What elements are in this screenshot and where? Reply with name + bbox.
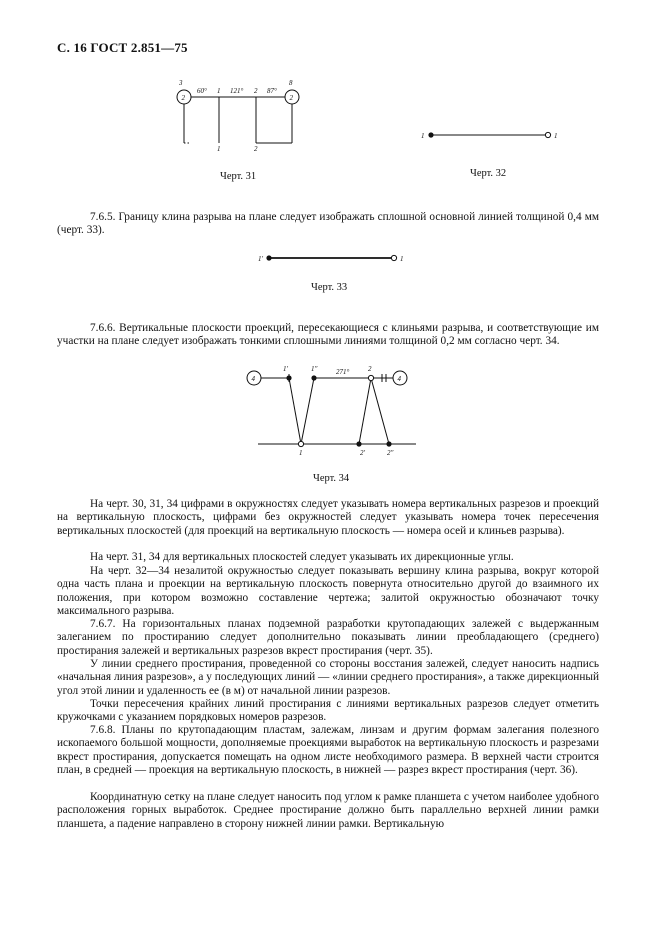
fig31-label-bottom1: 1 xyxy=(217,145,221,153)
fig34-label-bottom2a: 2′ xyxy=(360,449,366,457)
paragraph-7-6-5: 7.6.5. Границу клина разрыва на плане следует изображать сплошной основной линией толщиной 0,4 мм (черт. 33). xyxy=(57,211,599,237)
figure-31-diagram xyxy=(170,76,310,156)
figure-33-caption: Черт. 33 xyxy=(311,282,348,293)
fig31-label-left-top: 3 xyxy=(179,79,183,87)
figure-34-caption: Черт. 34 xyxy=(313,473,350,484)
paragraph-open-circle: На черт. 32—34 незалитой окружностью следует показывать вершину клина разрыва, вокруг которой одна часть плана и проекции на вертикальную плоскость повернута относительно другой до взаимного их положения, при котором возможно составление чертежа; залитой окружностью обозначают точку максимального разрыва. xyxy=(57,565,599,617)
figure-31-caption: Черт. 31 xyxy=(220,171,257,182)
paragraph-circles-numbers: На черт. 30, 31, 34 цифрами в окружностях следует указывать номера вертикальных разрезов и проекций на вертикальную плоскость, цифрами без окружностей следует указывать номера точек пересечения вертикальных плоскостей (для проекций на вертикальную плоскость — номера осей и клиньев разрыва). xyxy=(57,498,599,537)
paragraph-7-6-7: 7.6.7. На горизонтальных планах подземной разработки крутопадающих залежей с выдержанным залеганием по простиранию следует дополнительно показывать линии преобладающего (среднего) простирания залежей и вертикальных разрезов вкрест простирания (черт. 35). xyxy=(57,618,599,657)
paragraph-intersection-points: Точки пересечения крайних линий простирания с линиями вертикальных разрезов следует отметить кружочками с указанием порядковых номеров разрезов. xyxy=(57,698,599,724)
fig31-label-angle2: 121° xyxy=(230,87,244,95)
fig34-label-bottom2b: 2″ xyxy=(387,449,394,457)
fig31-label-pt1: 1 xyxy=(217,87,221,95)
fig32-label-right: 1 xyxy=(554,132,558,140)
paragraph-coordinate-grid: Координатную сетку на плане следует наносить под углом к рамке планшета с учетом наиболее удобного расположения горных выработок. Среднее простирание должно быть параллельно верхней линии рамки планшета, а падение направлено в сторону нижней линии рамки. Вертикальную xyxy=(57,791,599,830)
fig31-label-right-circle: 2 xyxy=(289,94,293,102)
figure-34-diagram xyxy=(240,362,430,462)
fig31-label-left-circle: 2 xyxy=(181,94,185,102)
fig32-label-left: 1 xyxy=(421,132,425,140)
figure-32-caption: Черт. 32 xyxy=(470,168,507,179)
paragraph-7-6-6: 7.6.6. Вертикальные плоскости проекций, пересекающиеся с клиньями разрыва, и соответствующие им участки на плане следует изображать тонкими сплошными линиями толщиной 0,2 мм согласно черт. 34. xyxy=(57,322,599,348)
fig34-label-bottom1: 1 xyxy=(299,449,303,457)
fig34-label-angle: 271° xyxy=(336,368,350,376)
fig34-label-p1a: 1′ xyxy=(283,365,289,373)
fig31-label-angle3: 87° xyxy=(267,87,277,95)
fig31-label-right-top: 8 xyxy=(289,79,293,87)
fig34-label-left-circle: 4 xyxy=(251,375,255,383)
paragraph-7-6-8: 7.6.8. Планы по крутопадающим пластам, залежам, линзам и другим формам залегания полезного ископаемого большой мощности, дополняемые проекциями выработок на вертикальную плоскость и разрезами вкрест простирания, допускается помещать на одном листе необходимого размера. В верхней части строится план, в средней — проекция на вертикальную плоскость, в нижней — разрез вкрест простирания (черт. 36). xyxy=(57,724,599,776)
fig31-label-pt2: 2 xyxy=(254,87,258,95)
paragraph-directional-angles: На черт. 31, 34 для вертикальных плоскостей следует указывать их дирекционные углы. xyxy=(90,551,514,563)
fig33-label-right: 1 xyxy=(400,255,404,263)
fig31-label-bottom2: 2 xyxy=(254,145,258,153)
figure-33-diagram xyxy=(258,249,408,269)
fig33-label-left: 1′ xyxy=(258,255,264,263)
paragraph-strike-line-label: У линии среднего простирания, проведенной со стороны восстания залежей, следует наносить надпись «начальная линия разрезов», а у последующих линий — «линии среднего простирания», а также дирекционный угол этой линии и удаленность ее (в м) от начальной линии разрезов. xyxy=(57,658,599,697)
figure-32-diagram xyxy=(418,126,568,146)
fig34-label-right-circle: 4 xyxy=(397,375,401,383)
fig31-label-angle1: 60° xyxy=(197,87,207,95)
fig34-label-p2: 2 xyxy=(368,365,372,373)
page-header: С. 16 ГОСТ 2.851—75 xyxy=(57,40,188,55)
fig34-label-p1b: 1″ xyxy=(311,365,318,373)
